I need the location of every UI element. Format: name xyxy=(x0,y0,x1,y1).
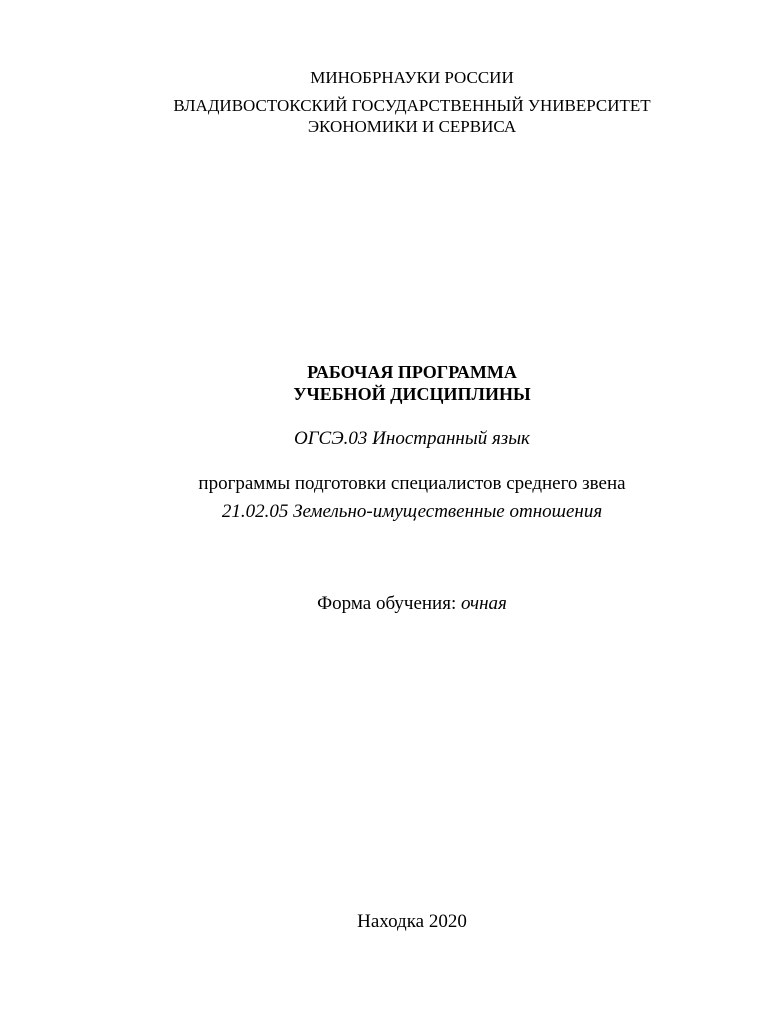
specialty-code: 21.02.05 Земельно-имущественные отношения xyxy=(221,501,603,522)
study-form-label: Форма обучения: xyxy=(317,593,457,614)
ministry-name: МИНОБРНАУКИ РОССИИ xyxy=(310,68,514,87)
document-title-line-2: УЧЕБНОЙ ДИСЦИПЛИНЫ xyxy=(293,384,531,404)
document-title-line-1: РАБОЧАЯ ПРОГРАММА xyxy=(307,362,517,382)
study-form xyxy=(0,592,770,616)
study-form-value: очная xyxy=(461,593,507,614)
city-year: Находка 2020 xyxy=(357,911,467,932)
program-description: программы подготовки специалистов среднего звена xyxy=(198,473,626,494)
university-name-line-1: ВЛАДИВОСТОКСКИЙ ГОСУДАРСТВЕННЫЙ УНИВЕРСИТЕТ xyxy=(173,96,651,115)
university-name-line-2: ЭКОНОМИКИ И СЕРВИСА xyxy=(307,117,517,136)
discipline-name: ОГСЭ.03 Иностранный язык xyxy=(294,428,530,449)
